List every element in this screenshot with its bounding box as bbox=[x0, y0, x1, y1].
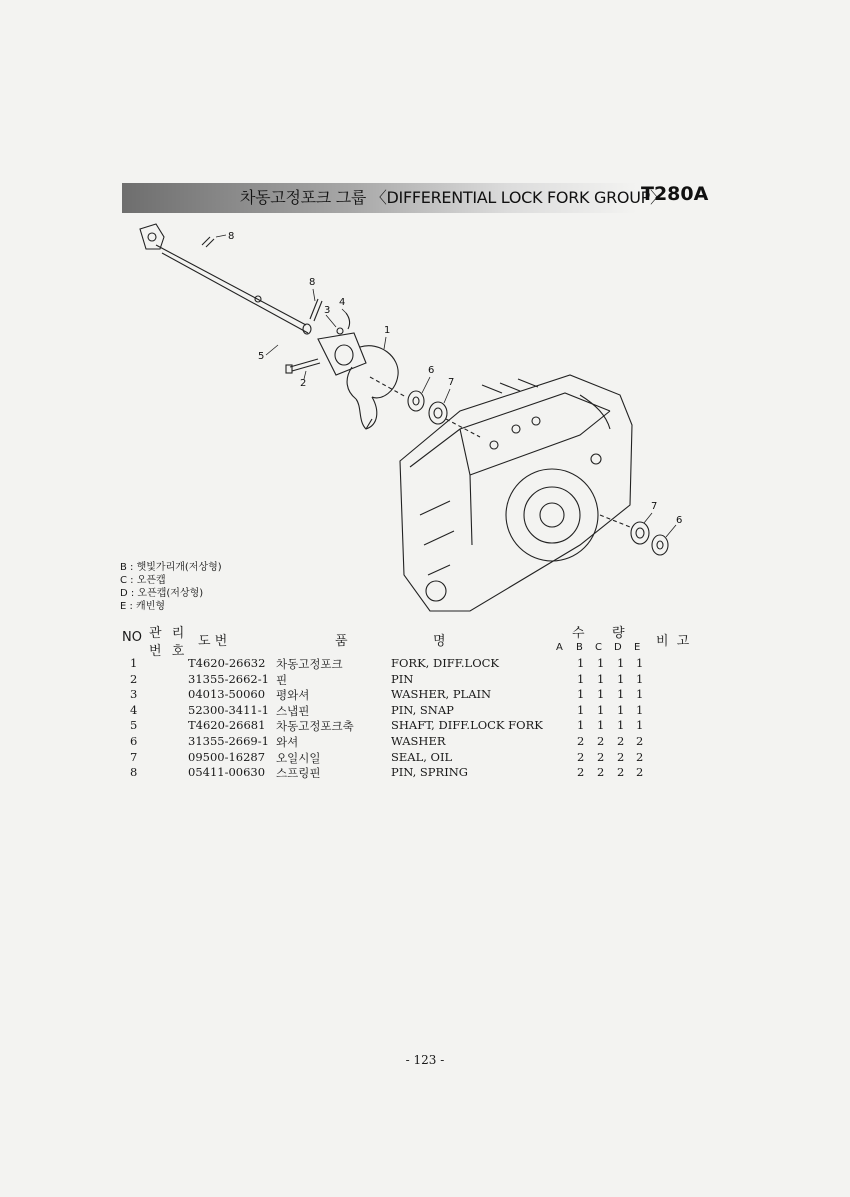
row-english-name: PIN, SPRING bbox=[391, 765, 468, 780]
row-qty-b: 1 bbox=[577, 702, 585, 717]
table-row bbox=[0, 718, 850, 734]
row-qty-d: 2 bbox=[617, 734, 625, 748]
row-english-name: SHAFT, DIFF.LOCK FORK bbox=[391, 718, 543, 733]
row-qty-c: 2 bbox=[597, 749, 605, 764]
callout-8-mid: 8 bbox=[309, 277, 316, 288]
page-number: - 123 - bbox=[405, 1053, 445, 1067]
row-qty-d: 2 bbox=[617, 749, 625, 764]
row-english-name: SEAL, OIL bbox=[391, 749, 453, 764]
parts-table-header bbox=[0, 620, 850, 660]
row-english-name: WASHER bbox=[391, 734, 446, 748]
header-mgmt-bottom: 번 호 bbox=[149, 644, 188, 659]
row-korean-name: 차동고정포크 bbox=[276, 657, 343, 671]
fork-shaft-drawing bbox=[140, 224, 311, 334]
legend bbox=[120, 561, 222, 613]
callout-3: 3 bbox=[324, 305, 331, 316]
row-qty-e: 2 bbox=[636, 734, 644, 748]
row-qty-e: 1 bbox=[636, 671, 644, 686]
legend-item-d: D : 오픈캡(저상형) bbox=[120, 588, 204, 599]
row-english-name: WASHER, PLAIN bbox=[391, 687, 492, 702]
row-qty-d: 2 bbox=[617, 765, 625, 780]
pin-drawing bbox=[286, 359, 320, 373]
row-korean-name: 스냅핀 bbox=[276, 703, 310, 718]
callout-4: 4 bbox=[339, 297, 346, 308]
row-qty-b: 1 bbox=[577, 687, 585, 702]
header-qty-col-a: A bbox=[556, 642, 563, 653]
row-qty-c: 2 bbox=[597, 765, 605, 780]
table-row bbox=[0, 703, 850, 719]
header-drawing-no: 도 번 bbox=[198, 634, 228, 649]
table-row bbox=[0, 750, 850, 766]
row-qty-e: 1 bbox=[636, 702, 644, 717]
row-no: 2 bbox=[130, 671, 138, 686]
row-qty-c: 2 bbox=[597, 734, 605, 748]
row-qty-c: 1 bbox=[597, 718, 605, 733]
row-korean-name: 핀 bbox=[276, 672, 288, 687]
row-part-number: 52300-3411-1 bbox=[188, 702, 269, 717]
row-no: 5 bbox=[130, 718, 138, 733]
header-qty-col-e: E bbox=[634, 642, 641, 653]
row-korean-name: 오일시일 bbox=[276, 750, 321, 765]
row-part-number: 04013-50060 bbox=[188, 687, 266, 702]
row-korean-name: 차동고정포크축 bbox=[276, 719, 354, 734]
table-row bbox=[0, 672, 850, 688]
row-qty-b: 1 bbox=[577, 671, 585, 686]
legend-item-b: B : 햇빛가리개(저상형) bbox=[120, 562, 222, 573]
header-no: NO bbox=[122, 630, 142, 645]
row-english-name: FORK, DIFF.LOCK bbox=[391, 656, 500, 670]
callout-6-top: 6 bbox=[428, 365, 435, 376]
row-korean-name: 평와셔 bbox=[276, 688, 310, 703]
row-no: 7 bbox=[130, 749, 138, 764]
row-qty-e: 2 bbox=[636, 749, 644, 764]
header-name-b: 명 bbox=[433, 634, 446, 649]
legend-item-c: C : 오픈캡 bbox=[120, 575, 166, 586]
callout-2: 2 bbox=[300, 378, 307, 389]
row-no: 6 bbox=[130, 734, 138, 748]
row-part-number: 31355-2662-1 bbox=[188, 671, 269, 686]
row-qty-d: 1 bbox=[617, 656, 625, 670]
row-qty-e: 1 bbox=[636, 687, 644, 702]
header-qty-col-c: C bbox=[595, 642, 602, 653]
row-qty-d: 1 bbox=[617, 702, 625, 717]
row-qty-e: 2 bbox=[636, 765, 644, 780]
row-no: 3 bbox=[130, 687, 138, 702]
row-part-number: T4620-26632 bbox=[188, 656, 266, 670]
row-qty-c: 1 bbox=[597, 671, 605, 686]
row-qty-b: 2 bbox=[577, 734, 585, 748]
callout-leaders bbox=[216, 235, 676, 537]
row-english-name: PIN, SNAP bbox=[391, 702, 454, 717]
assembly-lines bbox=[370, 377, 630, 527]
row-qty-e: 1 bbox=[636, 718, 644, 733]
row-qty-c: 1 bbox=[597, 656, 605, 670]
row-part-number: 05411-00630 bbox=[188, 765, 266, 780]
row-qty-b: 2 bbox=[577, 765, 585, 780]
row-qty-b: 1 bbox=[577, 656, 585, 670]
snap-pin-washer-drawing bbox=[337, 313, 350, 334]
row-qty-c: 1 bbox=[597, 687, 605, 702]
diff-lock-fork-drawing bbox=[318, 333, 398, 429]
callout-7-bottom: 7 bbox=[651, 501, 658, 512]
header-mgmt-top: 관 리 bbox=[149, 626, 188, 641]
washer-seal-drawing bbox=[408, 391, 668, 555]
row-no: 4 bbox=[130, 702, 138, 717]
callout-6-bottom: 6 bbox=[676, 515, 683, 526]
header-qty-b: 량 bbox=[612, 626, 625, 641]
header-name-a: 품 bbox=[335, 634, 348, 649]
legend-item-e: E : 캐빈형 bbox=[120, 601, 166, 612]
model-code: T280A bbox=[641, 183, 709, 205]
table-row bbox=[0, 687, 850, 703]
row-no: 8 bbox=[130, 765, 138, 780]
row-part-number: T4620-26681 bbox=[188, 718, 266, 733]
header-remarks: 비 고 bbox=[656, 634, 692, 649]
callout-5: 5 bbox=[258, 351, 265, 362]
row-qty-d: 1 bbox=[617, 687, 625, 702]
exploded-diagram bbox=[110, 215, 710, 615]
row-qty-b: 1 bbox=[577, 718, 585, 733]
row-qty-d: 1 bbox=[617, 718, 625, 733]
header-qty-a: 수 bbox=[572, 626, 585, 641]
row-part-number: 31355-2669-1 bbox=[188, 734, 269, 748]
row-qty-d: 1 bbox=[617, 671, 625, 686]
header-qty-col-b: B bbox=[576, 642, 583, 653]
table-row bbox=[0, 734, 850, 750]
row-qty-e: 1 bbox=[636, 656, 644, 670]
row-qty-c: 1 bbox=[597, 702, 605, 717]
row-korean-name: 스프링핀 bbox=[276, 766, 321, 781]
row-no: 1 bbox=[130, 656, 138, 670]
row-qty-b: 2 bbox=[577, 749, 585, 764]
header-qty-col-d: D bbox=[614, 642, 622, 653]
table-row bbox=[0, 656, 850, 672]
callout-1: 1 bbox=[384, 325, 391, 336]
row-part-number: 09500-16287 bbox=[188, 749, 266, 764]
page-title: 차동고정포크 그룹 〈DIFFERENTIAL LOCK FORK GROUP〉 bbox=[240, 188, 666, 207]
row-english-name: PIN bbox=[391, 671, 414, 686]
row-korean-name: 와셔 bbox=[276, 735, 299, 749]
callout-8-top: 8 bbox=[228, 231, 235, 242]
callout-7-top: 7 bbox=[448, 377, 455, 388]
table-row bbox=[0, 765, 850, 781]
